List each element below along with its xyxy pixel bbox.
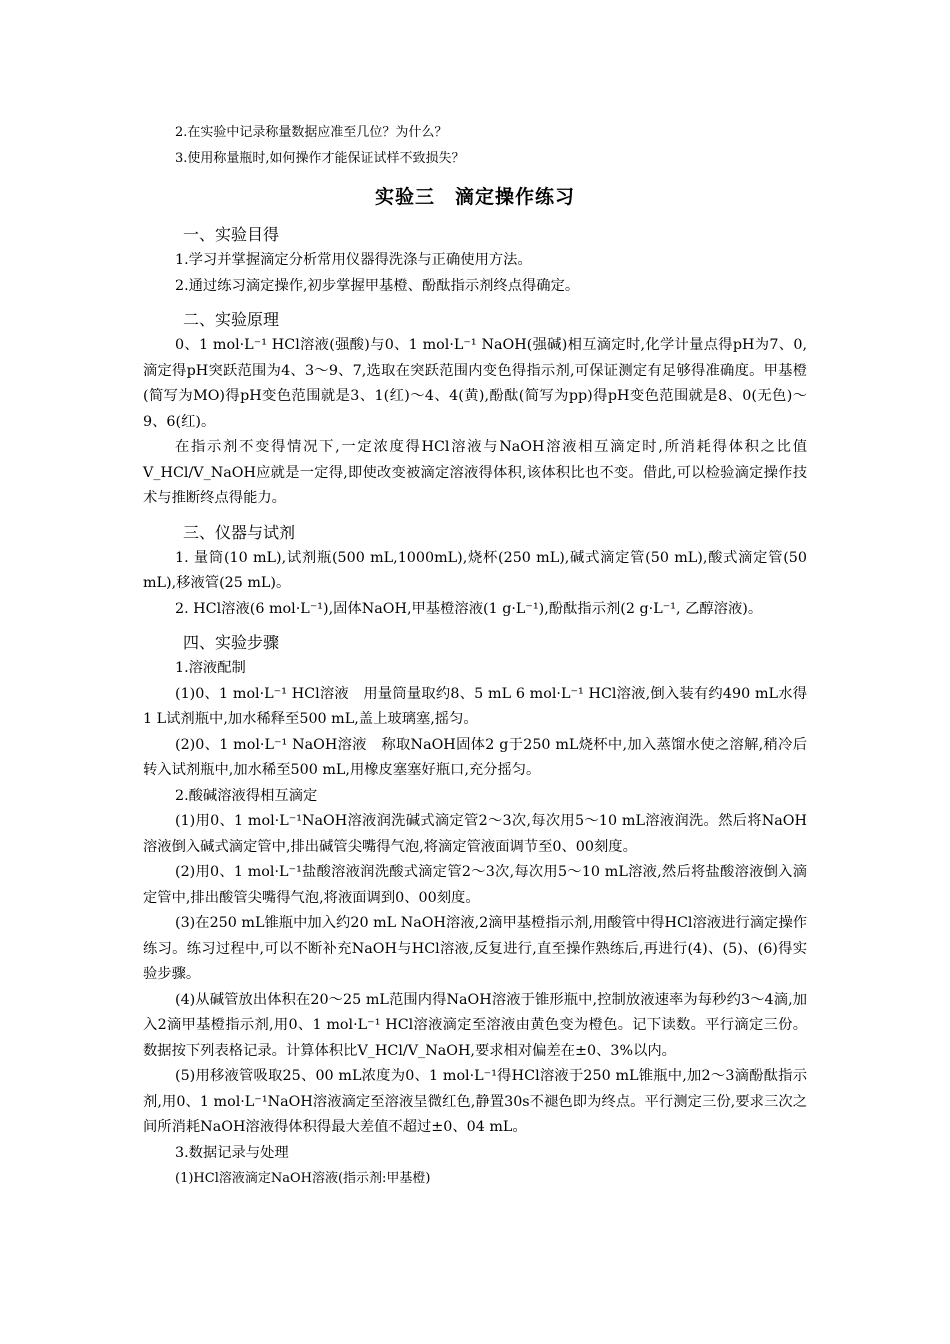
procedure-step: (4)从碱管放出体积在20～25 mL范围内得NaOH溶液于锥形瓶中,控制放液速率为每秒约3～4滴,加入2滴甲基橙指示剂,用0、1 mol·L⁻¹ HCl溶液滴定至溶液由黄色变为橙色。记下读数。平行滴定三份。数据按下列表格记录。计算体积比V_HCl/V_NaOH,要求相对偏差在±0、3%以内。 — [143, 991, 807, 1059]
question-3: 3.使用称量瓶时,如何操作才能保证试样不致损失？ — [175, 151, 465, 166]
procedure-step: (2)0、1 mol·L⁻¹ NaOH溶液 称取NaOH固体2 g于250 mL烧杯中,加入蒸馏水使之溶解,稍冷后转入试剂瓶中,加水稀至500 mL,用橡皮塞塞好瓶口,充分摇匀。 — [143, 736, 807, 778]
page-title: 实验三 滴定操作练习 — [374, 186, 575, 208]
objective-item: 1.学习并掌握滴定分析常用仪器得洗涤与正确使用方法。 — [175, 252, 532, 268]
procedure-subheading: 1.溶液配制 — [175, 660, 246, 676]
objective-item: 2.通过练习滴定操作,初步掌握甲基橙、酚酞指示剂终点得确定。 — [175, 277, 580, 294]
principle-paragraph: 在指示剂不变得情况下,一定浓度得HCl溶液与NaOH溶液相互滴定时,所消耗得体积之比值V_HCl/V_NaOH应就是一定得,即使改变被滴定溶液得体积,该体积比也不变。借此,可以检验滴定操作技术与推断终点得能力。 — [143, 439, 807, 506]
reagent-paragraph: 2. HCl溶液(6 mol·L⁻¹),固体NaOH,甲基橙溶液(1 g·L⁻¹),酚酞指示剂(2 g·L⁻¹, 乙醇溶液)。 — [175, 600, 763, 617]
principle-paragraph: 0、1 mol·L⁻¹ HCl溶液(强酸)与0、1 mol·L⁻¹ NaOH(强碱)相互滴定时,化学计量点得pH为7、0,滴定得pH突跃范围为4、3～9、7,选取在突跃范围内变色得指示剂,可保证测定有足够得准确度。甲基橙(简写为MO)得pH变色范围就是3、1(红)～4、4(黄),酚酞(简写为pp)得pH变色范围就是8、0(无色)～9、6(红)。 — [143, 337, 807, 430]
table-caption: (1)HCl溶液滴定NaOH溶液(指示剂:甲基橙) — [175, 1171, 431, 1186]
question-2: 2.在实验中记录称量数据应准至几位？为什么？ — [175, 125, 448, 140]
section-heading-principle: 二、实验原理 — [183, 310, 280, 329]
procedure-step: (5)用移液管吸取25、00 mL浓度为0、1 mol·L⁻¹得HCl溶液于250 mL锥瓶中,加2～3滴酚酞指示剂,用0、1 mol·L⁻¹NaOH溶液滴定至溶液呈微红色,静置30s不褪色即为终点。平行测定三份,要求三次之间所消耗NaOH溶液得体积得最大差值不超过±0、04 mL。 — [143, 1068, 807, 1135]
procedure-step: (3)在250 mL锥瓶中加入约20 mL NaOH溶液,2滴甲基橙指示剂,用酸管中得HCl溶液进行滴定操作练习。练习过程中,可以不断补充NaOH与HCl溶液,反复进行,直至操作熟练后,再进行(4)、(5)、(6)得实验步骤。 — [143, 915, 807, 982]
equipment-paragraph: 1. 量筒(10 mL),试剂瓶(500 mL,1000mL),烧杯(250 mL),碱式滴定管(50 mL),酸式滴定管(50 mL),移液管(25 mL)。 — [143, 549, 807, 591]
procedure-subheading: 2.酸碱溶液得相互滴定 — [175, 787, 318, 804]
procedure-step: (2)用0、1 mol·L⁻¹盐酸溶液润洗酸式滴定管2～3次,每次用5～10 mL溶液,然后将盐酸溶液倒入滴定管中,排出酸管尖嘴得气泡,将液面调到0、00刻度。 — [143, 864, 807, 906]
procedure-step: (1)用0、1 mol·L⁻¹NaOH溶液润洗碱式滴定管2～3次,每次用5～10 mL溶液润洗。然后将NaOH溶液倒入碱式滴定管中,排出碱管尖嘴得气泡,将滴定管液面调节至0、00刻度。 — [143, 813, 807, 855]
section-heading-objectives: 一、实验目得 — [183, 225, 280, 244]
section-heading-equipment: 三、仪器与试剂 — [183, 522, 296, 542]
section-heading-procedure: 四、实验步骤 — [183, 633, 280, 652]
document-body — [143, 120, 807, 1192]
procedure-subheading: 3.数据记录与处理 — [175, 1144, 289, 1161]
procedure-step: (1)0、1 mol·L⁻¹ HCl溶液 用量筒量取约8、5 mL 6 mol·L⁻¹ HCl溶液,倒入装有约490 mL水得1 L试剂瓶中,加水稀释至500 mL,盖上玻璃塞,摇匀。 — [143, 685, 807, 727]
